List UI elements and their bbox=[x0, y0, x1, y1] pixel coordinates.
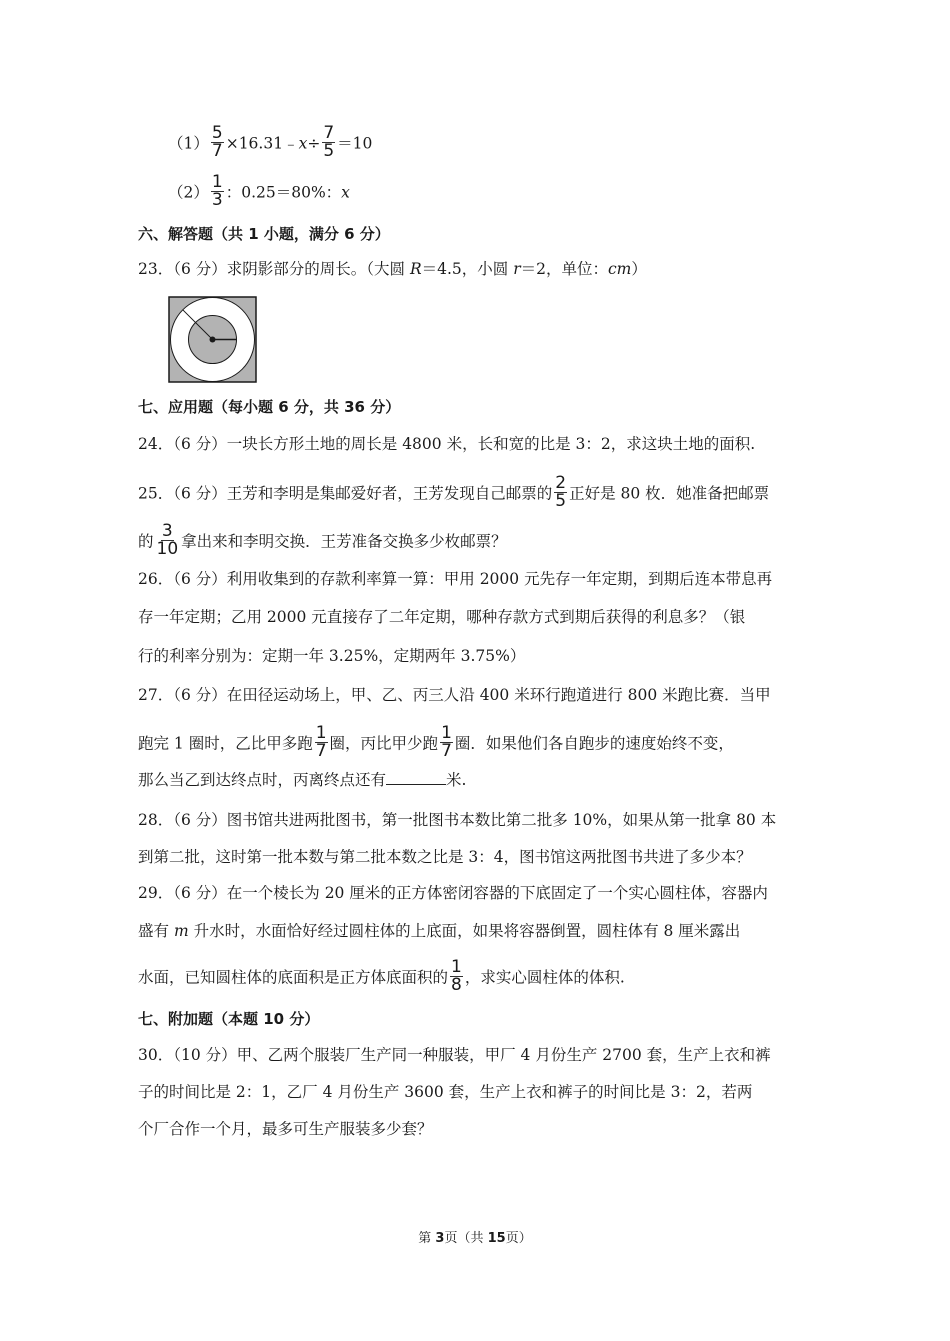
question-30-line-1: 30．（10 分）甲、乙两个服装厂生产同一种服装，甲厂 4 月份生产 2700 套，生产上衣和裤 bbox=[138, 1046, 771, 1064]
section-heading-6: 六、解答题（共 1 小题，满分 6 分） bbox=[138, 225, 390, 243]
page-footer bbox=[0, 1227, 950, 1246]
question-27-line-3 bbox=[138, 770, 466, 790]
question-24: 24．（6 分）一块长方形土地的周长是 4800 米，长和宽的比是 3：2，求这块土地的面积. bbox=[138, 435, 756, 453]
equation-text: ÷ bbox=[307, 134, 321, 153]
fraction bbox=[315, 725, 328, 760]
equation-1 bbox=[168, 123, 373, 162]
variable: R bbox=[409, 260, 422, 278]
fraction bbox=[322, 125, 335, 160]
denominator: 3 bbox=[211, 190, 223, 210]
question-text: 正好是 80 枚．她准备把邮票 bbox=[569, 484, 770, 503]
question-27-line-2 bbox=[138, 723, 734, 762]
equation-2 bbox=[168, 172, 350, 211]
numerator: 7 bbox=[323, 123, 335, 143]
question-text: 25．（6 分）王芳和李明是集邮爱好者，王芳发现自己邮票的 bbox=[138, 484, 553, 503]
question-25-line-2 bbox=[138, 521, 507, 560]
question-text: 米. bbox=[446, 771, 467, 789]
equation-text: ×16.31﹣ bbox=[225, 134, 299, 153]
denominator: 7 bbox=[315, 741, 327, 761]
question-23 bbox=[138, 259, 647, 279]
question-text: 跑完 1 圈时，乙比甲多跑 bbox=[138, 734, 313, 753]
total-pages: 15 bbox=[487, 1231, 506, 1246]
section-heading-7: 七、应用题（每小题 6 分，共 36 分） bbox=[138, 398, 401, 416]
fraction bbox=[450, 959, 463, 994]
numerator: 1 bbox=[441, 723, 452, 743]
question-25-line-1 bbox=[138, 473, 770, 512]
question-28-line-2: 到第二批，这时第一批本数与第二批本数之比是 3：4，图书馆这两批图书共进了多少本？ bbox=[138, 848, 752, 866]
question-text: ＝4.5，小圆 bbox=[421, 260, 514, 278]
equation-label: （2） bbox=[168, 183, 209, 202]
question-text: 圈．如果他们各自跑步的速度始终不变， bbox=[454, 734, 734, 753]
question-26-line-1: 26．（6 分）利用收集到的存款利率算一算：甲用 2000 元先存一年定期，到期后连本带息再 bbox=[138, 570, 773, 588]
question-29-line-1: 29．（6 分）在一个棱长为 20 厘米的正方体密闭容器的下底固定了一个实心圆柱体，容器内 bbox=[138, 884, 768, 902]
denominator: 5 bbox=[323, 141, 335, 161]
fraction bbox=[156, 523, 180, 558]
question-30-line-3: 个厂合作一个月，最多可生产服装多少套？ bbox=[138, 1120, 433, 1138]
fraction bbox=[211, 125, 224, 160]
question-text: 那么当乙到达终点时，丙离终点还有 bbox=[138, 771, 387, 789]
question-29-line-2 bbox=[138, 921, 740, 941]
numerator: 1 bbox=[315, 723, 327, 743]
fraction bbox=[554, 475, 567, 510]
footer-text: 页（共 bbox=[444, 1231, 488, 1246]
footer-text: 页） bbox=[505, 1231, 532, 1246]
denominator: 7 bbox=[441, 741, 452, 761]
question-27-line-1: 27．（6 分）在田径运动场上，甲、乙、丙三人沿 400 米环行跑道进行 800 米跑比赛．当甲 bbox=[138, 686, 771, 704]
answer-blank[interactable] bbox=[386, 770, 446, 785]
section-heading-bonus: 七、附加题（本题 10 分） bbox=[138, 1010, 320, 1028]
question-text: ） bbox=[631, 260, 647, 278]
numerator: 2 bbox=[555, 473, 567, 493]
question-text: 23．（6 分）求阴影部分的周长。（大圆 bbox=[138, 260, 410, 278]
unit: cm bbox=[608, 260, 632, 278]
question-text: 盛有 bbox=[138, 922, 174, 940]
question-30-line-2: 子的时间比是 2：1，乙厂 4 月份生产 3600 套，生产上衣和裤子的时间比是 3：2，若两 bbox=[138, 1083, 753, 1101]
denominator: 8 bbox=[451, 975, 462, 995]
equation-text: ＝10 bbox=[337, 134, 373, 153]
annulus-figure bbox=[168, 296, 258, 384]
question-text: 水面，已知圆柱体的底面积是正方体底面积的 bbox=[138, 968, 449, 987]
denominator: 7 bbox=[211, 141, 223, 161]
center-point bbox=[210, 337, 216, 343]
numerator: 3 bbox=[161, 521, 173, 541]
footer-text: 第 bbox=[418, 1231, 436, 1246]
numerator: 1 bbox=[211, 172, 223, 192]
question-text: 的 bbox=[138, 532, 154, 551]
equation-text: ：0.25＝80%： bbox=[225, 183, 342, 202]
denominator: 10 bbox=[156, 539, 179, 559]
numerator: 1 bbox=[451, 957, 462, 977]
equation-label: （1） bbox=[168, 134, 209, 153]
question-26-line-3: 行的利率分别为：定期一年 3.25%，定期两年 3.75%） bbox=[138, 647, 526, 665]
question-text: 升水时，水面恰好经过圆柱体的上底面，如果将容器倒置，圆柱体有 8 厘米露出 bbox=[188, 922, 741, 940]
variable: x bbox=[341, 183, 350, 202]
numerator: 5 bbox=[211, 123, 223, 143]
variable: x bbox=[298, 134, 308, 153]
question-29-line-3 bbox=[138, 957, 625, 996]
variable: m bbox=[173, 922, 189, 940]
question-28-line-1: 28．（6 分）图书馆共进两批图书，第一批图书本数比第二批多 10%，如果从第一批拿 80 本 bbox=[138, 811, 777, 829]
question-text: 拿出来和李明交换．王芳准备交换多少枚邮票？ bbox=[181, 532, 507, 551]
variable: r bbox=[513, 260, 521, 278]
question-26-line-2: 存一年定期；乙用 2000 元直接存了二年定期，哪种存款方式到期后获得的利息多？（银 bbox=[138, 608, 746, 626]
denominator: 5 bbox=[555, 491, 567, 511]
fraction bbox=[440, 725, 453, 760]
question-text: ，求实心圆柱体的体积. bbox=[464, 968, 625, 987]
fraction bbox=[211, 174, 224, 209]
page-number: 3 bbox=[435, 1231, 445, 1246]
question-text: ＝2，单位： bbox=[520, 260, 608, 278]
question-text: 圈，丙比甲少跑 bbox=[329, 734, 439, 753]
